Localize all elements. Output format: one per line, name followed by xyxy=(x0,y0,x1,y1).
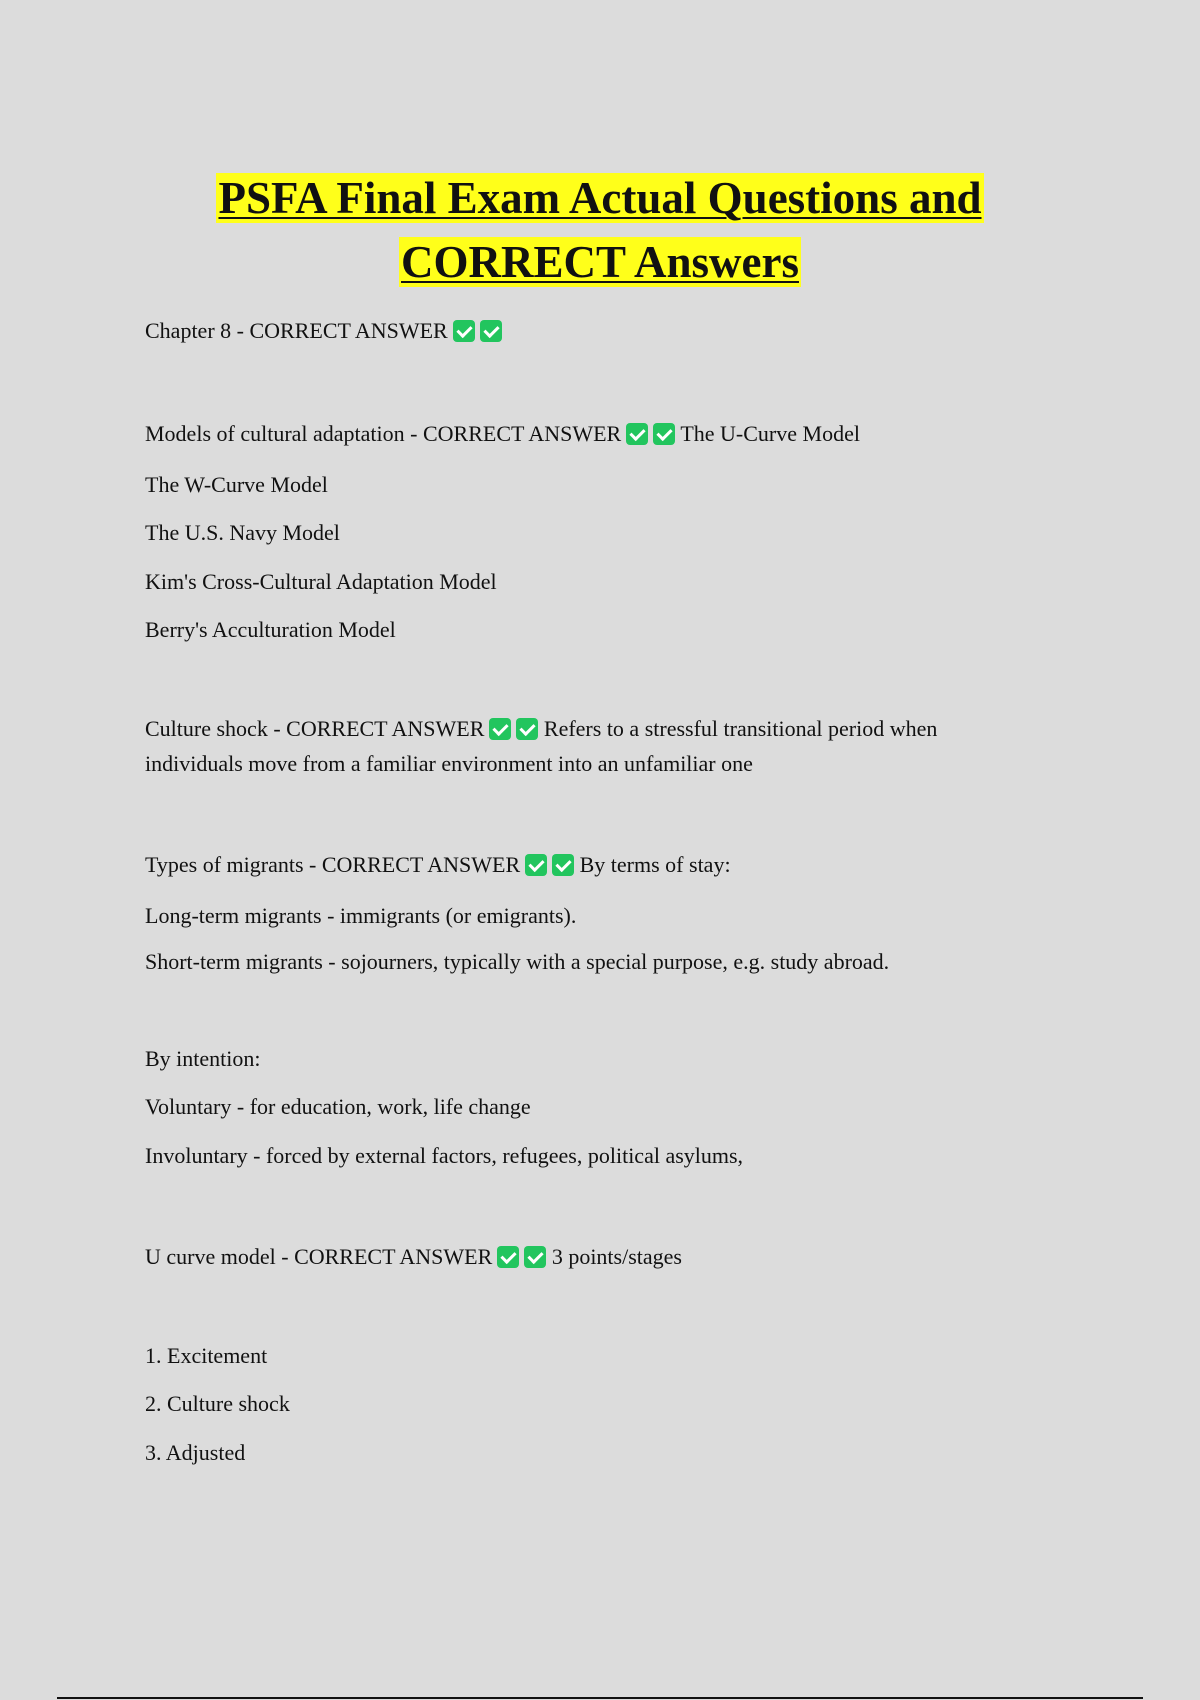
list-item: Berry's Acculturation Model xyxy=(145,617,396,642)
list-item: 3. Adjusted xyxy=(145,1440,246,1465)
list-item: The W-Curve Model xyxy=(145,472,328,497)
answer-marker: CORRECT ANSWER xyxy=(321,852,521,877)
title-line-2: CORRECT Answers xyxy=(401,237,799,287)
check-mark-box-icon xyxy=(480,320,502,342)
answer-marker: CORRECT ANSWER xyxy=(286,716,485,741)
document-title-continued xyxy=(0,230,1200,294)
entry-term: U curve model - xyxy=(145,1244,295,1269)
check-mark-box-icon xyxy=(497,1246,519,1268)
list-item: Involuntary - forced by external factors, refugees, political asylums, xyxy=(145,1143,744,1168)
check-mark-box-icon xyxy=(653,423,675,445)
footer-divider xyxy=(57,1697,1143,1699)
list-item: Long-term migrants - immigrants (or emigrants). xyxy=(145,903,577,928)
intention-heading: By intention: xyxy=(145,1046,261,1071)
list-item: 1. Excitement xyxy=(145,1343,268,1368)
list-item: Kim's Cross-Cultural Adaptation Model xyxy=(145,569,497,594)
entry-term: Types of migrants - xyxy=(145,852,322,877)
title-line-1: PSFA Final Exam Actual Questions and xyxy=(218,173,982,223)
entry-term: Chapter 8 - xyxy=(145,318,250,343)
entry-term: Culture shock - xyxy=(145,716,287,741)
document-title xyxy=(0,166,1200,230)
answer-marker: CORRECT ANSWER xyxy=(249,318,448,343)
check-mark-box-icon xyxy=(516,718,538,740)
check-mark-box-icon xyxy=(525,854,547,876)
entry-answer: Refers to a stressful transitional period when xyxy=(543,716,938,741)
entry-term: Models of cultural adaptation - xyxy=(145,421,423,446)
list-item: Short-term migrants - sojourners, typically with a special purpose, e.g. study abroad. xyxy=(145,949,890,974)
entry-answer: 3 points/stages xyxy=(551,1244,682,1269)
list-item: 2. Culture shock xyxy=(145,1391,290,1416)
answer-marker: CORRECT ANSWER xyxy=(422,421,622,446)
entry-culture-shock xyxy=(145,714,937,744)
entry-migrants xyxy=(145,850,731,880)
check-mark-box-icon xyxy=(626,423,648,445)
entry-answer: By terms of stay: xyxy=(579,852,731,877)
list-item: The U.S. Navy Model xyxy=(145,520,340,545)
entry-models xyxy=(145,419,860,449)
entry-u-curve xyxy=(145,1242,682,1272)
entry-continuation: individuals move from a familiar environment into an unfamiliar one xyxy=(145,751,753,776)
list-item: Voluntary - for education, work, life change xyxy=(145,1094,531,1119)
check-mark-box-icon xyxy=(489,718,511,740)
answer-marker: CORRECT ANSWER xyxy=(294,1244,493,1269)
check-mark-box-icon xyxy=(453,320,475,342)
check-mark-box-icon xyxy=(524,1246,546,1268)
check-mark-box-icon xyxy=(552,854,574,876)
entry-chapter xyxy=(145,316,502,346)
entry-answer: The U-Curve Model xyxy=(680,421,860,446)
